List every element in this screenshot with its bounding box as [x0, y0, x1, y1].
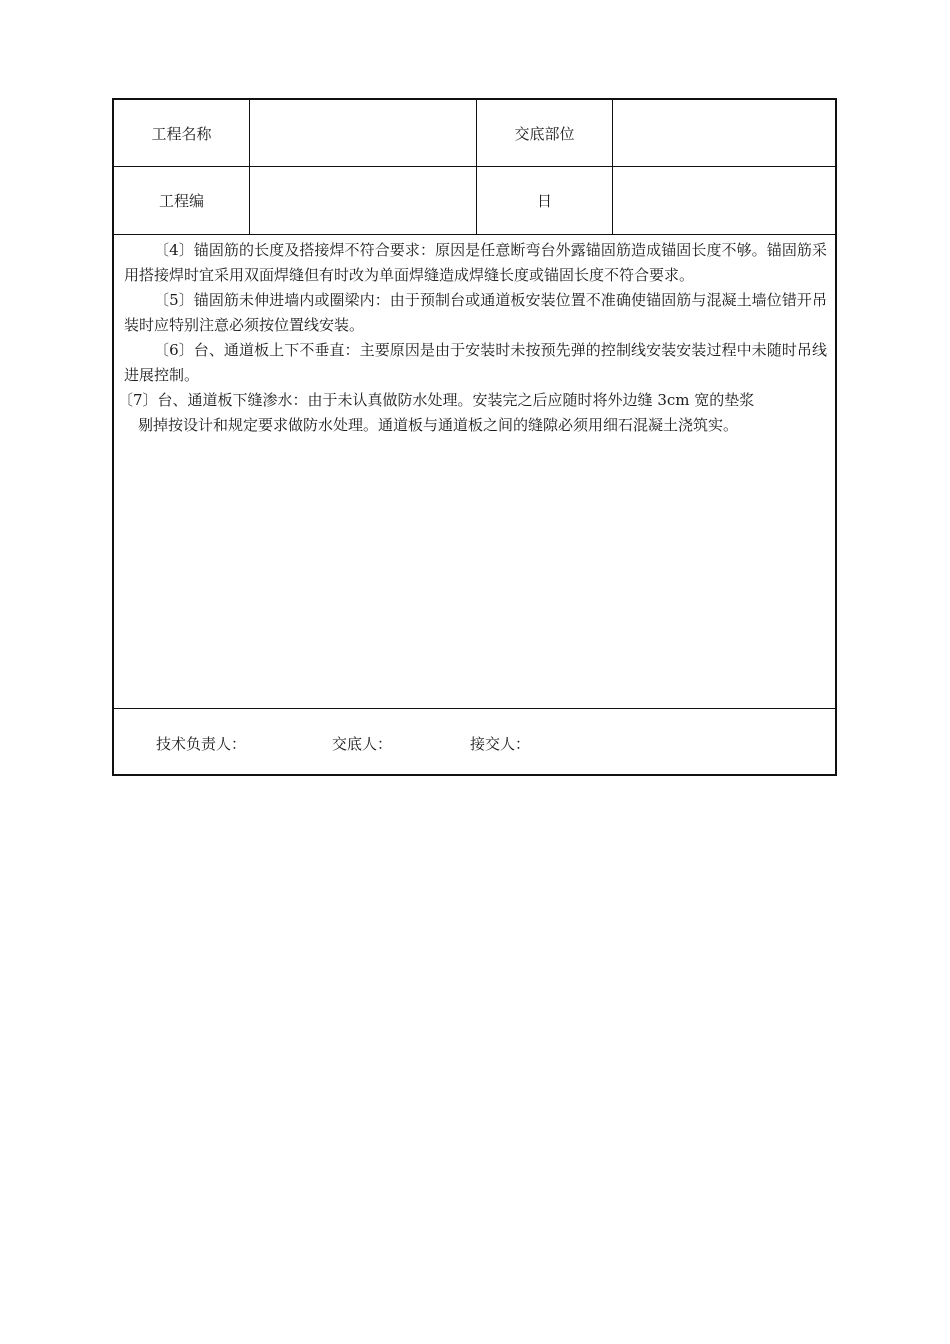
date-value[interactable] [613, 167, 837, 234]
handover-form [112, 98, 837, 776]
content-paragraph-4: 〔4〕锚固筋的长度及搭接焊不符合要求：原因是任意断弯台外露锚固筋造成锚固长度不够。锚固筋采用搭接焊时宜采用双面焊缝但有时改为单面焊缝造成焊缝长度或锚固长度不符合要求。 [124, 241, 827, 284]
header-row-1 [114, 100, 835, 167]
header-row-2 [114, 167, 835, 235]
handover-content [114, 235, 835, 709]
content-paragraph-7 [118, 388, 827, 438]
project-code-label: 工程编 [114, 167, 250, 234]
handover-part-value[interactable] [613, 100, 837, 166]
content-paragraph-7-line-2: 剔掉按设计和规定要求做防水处理。通道板与通道板之间的缝隙必须用细石混凝土浇筑实。 [138, 416, 739, 434]
discloser-signature-label: 交底人： [332, 735, 393, 753]
date-label: 日 [477, 167, 613, 234]
content-paragraph-5: 〔5〕锚固筋未伸进墙内或圈梁内：由于预制台或通道板安装位置不准确使锚固筋与混凝土墙位错开吊装时应特别注意必须按位置线安装。 [124, 291, 827, 334]
tech-lead-signature-label: 技术负责人： [156, 735, 247, 753]
handover-part-label: 交底部位 [477, 100, 613, 166]
project-code-value[interactable] [250, 167, 477, 234]
signature-row [114, 709, 835, 776]
receiver-signature-label: 接交人： [470, 735, 531, 753]
content-paragraph-7-line-1: 〔7〕台、通道板下缝渗水：由于未认真做防水处理。安装完之后应随时将外边缝 3cm 宽的垫浆 [118, 391, 755, 409]
content-paragraph-6: 〔6〕台、通道板上下不垂直：主要原因是由于安装时未按预先弹的控制线安装安装过程中未随时吊线进展控制。 [124, 341, 827, 384]
project-name-label: 工程名称 [114, 100, 250, 166]
project-name-value[interactable] [250, 100, 477, 166]
